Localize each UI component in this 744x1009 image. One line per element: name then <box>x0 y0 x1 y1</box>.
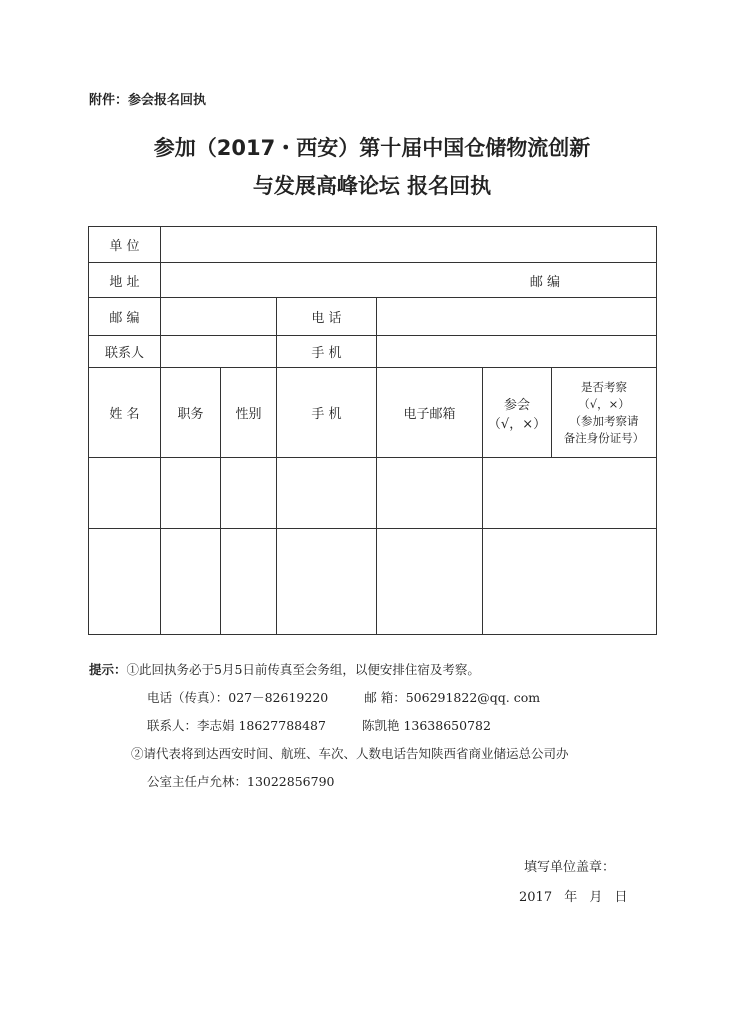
mobile-label: 手 机 <box>277 336 377 368</box>
cell-email[interactable] <box>377 529 483 635</box>
attend-header <box>483 368 552 458</box>
mobile-field[interactable] <box>377 336 657 368</box>
address-field[interactable] <box>161 263 657 298</box>
notes-item1: ①此回执务必于5月5日前传真至会务组，以便安排住宿及考察。 <box>126 662 480 677</box>
table-row <box>89 529 657 635</box>
email-header: 电子邮箱 <box>377 368 483 458</box>
notes-contact-line <box>89 712 569 740</box>
phone-label: 电 话 <box>277 298 377 336</box>
notes-contact1: 联系人：李志娟 18627788487 <box>147 718 326 733</box>
notes-item2: ②请代表将到达西安时间、航班、车次、人数电话告知陕西省商业储运总公司办 <box>131 746 569 761</box>
phone-field[interactable] <box>377 298 657 336</box>
postcode-inline-label: 邮 编 <box>529 274 561 290</box>
notes-contact2: 陈凯艳 13638650782 <box>361 718 491 733</box>
notes-mail: 邮 箱：506291822@qq. com <box>364 690 541 705</box>
inspect-line4: 备注身份证号） <box>563 430 645 445</box>
notes-line1 <box>89 656 569 684</box>
cell-name[interactable] <box>89 458 161 529</box>
cell-mobile[interactable] <box>277 529 377 635</box>
cell-attend-inspect[interactable] <box>483 458 657 529</box>
inspect-header <box>552 368 657 458</box>
inspect-line1: 是否考察 <box>581 379 628 394</box>
notes-tel: 电话（传真）：027－82619220 <box>147 690 329 705</box>
postcode-label: 邮 编 <box>89 298 161 336</box>
cell-position[interactable] <box>161 529 221 635</box>
form-title-line1: 参加（2017・西安）第十届中国仓储物流创新 <box>153 136 591 160</box>
postcode-field[interactable] <box>161 298 277 336</box>
seal-label: 填写单位盖章： <box>524 860 616 875</box>
cell-attend-inspect[interactable] <box>483 529 657 635</box>
table-row <box>89 458 657 529</box>
notes-prefix: 提示： <box>89 662 127 677</box>
date-label: 2017 年 月 日 <box>519 890 628 905</box>
attachment-label: 附件：参会报名回执 <box>89 93 207 108</box>
cell-position[interactable] <box>161 458 221 529</box>
cell-email[interactable] <box>377 458 483 529</box>
mobile-header: 手 机 <box>277 368 377 458</box>
registration-table <box>88 226 657 635</box>
position-header: 职务 <box>161 368 221 458</box>
cell-name[interactable] <box>89 529 161 635</box>
attend-line1: 参会 <box>503 397 530 413</box>
unit-field[interactable] <box>161 227 657 263</box>
notes-tel-line <box>89 684 569 712</box>
notes-item2-cont: 公室主任卢允林：13022856790 <box>147 774 335 789</box>
form-title-line2: 与发展高峰论坛 报名回执 <box>252 174 492 198</box>
name-header: 姓 名 <box>89 368 161 458</box>
unit-label: 单 位 <box>89 227 161 263</box>
gender-header: 性别 <box>221 368 277 458</box>
contact-field[interactable] <box>161 336 277 368</box>
attend-line2: （√，×） <box>487 416 547 432</box>
inspect-line2: （√，×） <box>578 396 630 411</box>
cell-mobile[interactable] <box>277 458 377 529</box>
cell-gender[interactable] <box>221 458 277 529</box>
notes-section <box>89 656 569 796</box>
contact-label: 联系人 <box>89 336 161 368</box>
address-label: 地 址 <box>89 263 161 298</box>
cell-gender[interactable] <box>221 529 277 635</box>
inspect-line3: （参加考察请 <box>569 413 639 428</box>
